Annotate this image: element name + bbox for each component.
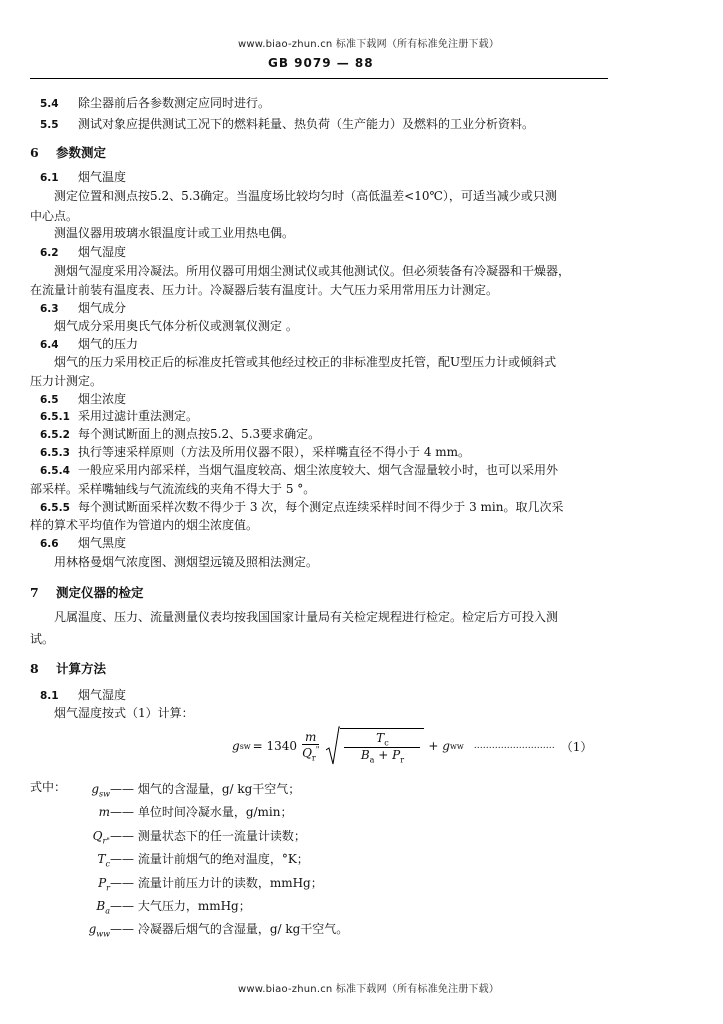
- definition-g-ww: $g_{ww}——$ 冷凝器后烟气的含湿量，g/ kg干空气。: [88, 922, 349, 939]
- definition-t-c: $T_c——$ 流量计前烟气的绝对温度，°K；: [97, 852, 309, 869]
- para-6-1-a: 测定位置和测点按5.2、5.3确定。当温度场比较均匀时（高低温差<10℃），可适当减少或只测: [54, 189, 557, 203]
- clause-6-6: 6.6 烟气黑度: [40, 536, 127, 550]
- formula-fraction-t-over-b-plus-p: $\frac{T_c}{B_a + P_r}$: [344, 731, 420, 765]
- footer-watermark: www.biao-zhun.cn 标准下载网（所有标准免注册下载）: [238, 984, 500, 995]
- para-7-a: 凡属温度、压力、流量测量仪表均按我国国家计量局有关检定规程进行检定。检定后方可投入测: [54, 610, 559, 624]
- clause-5-4: 5.4 除尘器前后各参数测定应同时进行。: [40, 96, 271, 110]
- para-6-5-5-b: 样的算术平均值作为管道内的烟尘浓度值。: [30, 518, 259, 532]
- definition-p-r: $P_r——$ 流量计前压力计的读数，mmHg；: [98, 875, 323, 892]
- definitions-list: [58, 780, 348, 944]
- clause-8-1: 8.1 烟气湿度: [40, 688, 127, 702]
- para-6-2-b: 在流量计前装有温度表、压力计。冷凝器后装有温度计。大气压力采用常用压力计测定。: [30, 283, 499, 297]
- para-6-4-b: 压力计测定。: [30, 374, 103, 388]
- definition-m: m—— 单位时间冷凝水量，g/min；: [98, 805, 293, 820]
- para-6-4-a: 烟气的压力采用校正后的标准皮托管或其他经过校正的非标准型皮托管，配U型压力计或倾斜式: [54, 355, 557, 369]
- header-watermark: www.biao-zhun.cn 标准下载网（所有标准免注册下载）: [238, 39, 500, 50]
- para-6-5-4-b: 部采样。采样嘴轴线与气流流线的夹角不得大于 5 °。: [30, 482, 316, 496]
- clause-6-5: 6.5 烟尘浓度: [40, 392, 127, 406]
- section-7-heading: 7 测定仪器的检定: [30, 585, 144, 600]
- para-6-6: 用林格曼烟气浓度图、测烟望远镜及照相法测定。: [54, 555, 319, 569]
- para-8-1: 烟气湿度按式（1）计算：: [54, 706, 194, 720]
- para-7-b: 试。: [30, 632, 55, 646]
- formula-1: g sw = 1340 $\frac{m}{Q_r^"}$ $\frac{T_c}{B_a + P_r}$ + g ww ……………………… （1）: [232, 722, 592, 770]
- clause-6-5-1: 6.5.1 采用过滤计重法测定。: [40, 409, 199, 423]
- formula-fraction-m-over-q: $\frac{m}{Q_r^"}$: [302, 729, 320, 763]
- section-6-heading: 6 参数测定: [30, 145, 107, 160]
- clause-6-5-2: 6.5.2 每个测试断面上的测点按5.2、5.3要求确定。: [40, 427, 321, 441]
- clause-6-4: 6.4 烟气的压力: [40, 337, 139, 351]
- clause-6-5-4: 6.5.4 一般应采用内部采样，当烟气温度较高、烟尘浓度较大、烟气含湿量较小时，也可以采用外: [40, 463, 559, 477]
- header-rule: [30, 78, 608, 79]
- clause-6-3: 6.3 烟气成分: [40, 301, 127, 315]
- formula-sqrt: [326, 726, 424, 766]
- clause-6-5-3: 6.5.3 执行等速采样原则（方法及所用仪器不限），采样嘴直径不得小于 4 mm。: [40, 445, 471, 459]
- section-8-heading: 8 计算方法: [30, 661, 107, 676]
- clause-6-2: 6.2 烟气湿度: [40, 245, 127, 259]
- para-6-1-b: 中心点。: [30, 209, 79, 223]
- definition-q-r: $Q_{r"}——$ 测量状态下的任一流量计读数；: [92, 828, 306, 846]
- definition-b-a: $B_a——$ 大气压力，mmHg；: [96, 898, 251, 916]
- radical-sign-icon: [326, 726, 340, 766]
- clause-6-1: 6.1 烟气温度: [40, 170, 127, 184]
- definition-g-sw: $g_{sw}——$ 烟气的含湿量，g/ kg干空气；: [91, 782, 301, 799]
- para-6-1-c: 测温仪器用玻璃水银温度计或工业用热电偶。: [54, 226, 295, 240]
- clause-5-5: 5.5 测试对象应提供测试工况下的燃料耗量、热负荷（生产能力）及燃料的工业分析资料。: [40, 117, 535, 131]
- standard-number: GB 9079 — 88: [268, 56, 374, 70]
- para-6-3: 烟气成分采用奥氏气体分析仪或测氧仪测定 。: [54, 319, 298, 333]
- definitions-intro: 式中：: [30, 780, 67, 794]
- clause-6-5-5: 6.5.5 每个测试断面采样次数不得少于 3 次，每个测定点连续采样时间不得少于 3 min。取几次采: [40, 500, 564, 514]
- para-6-2-a: 测烟气湿度采用冷凝法。所用仪器可用烟尘测试仪或其他测试仪。但必须装备有冷凝器和干燥器，: [54, 264, 571, 278]
